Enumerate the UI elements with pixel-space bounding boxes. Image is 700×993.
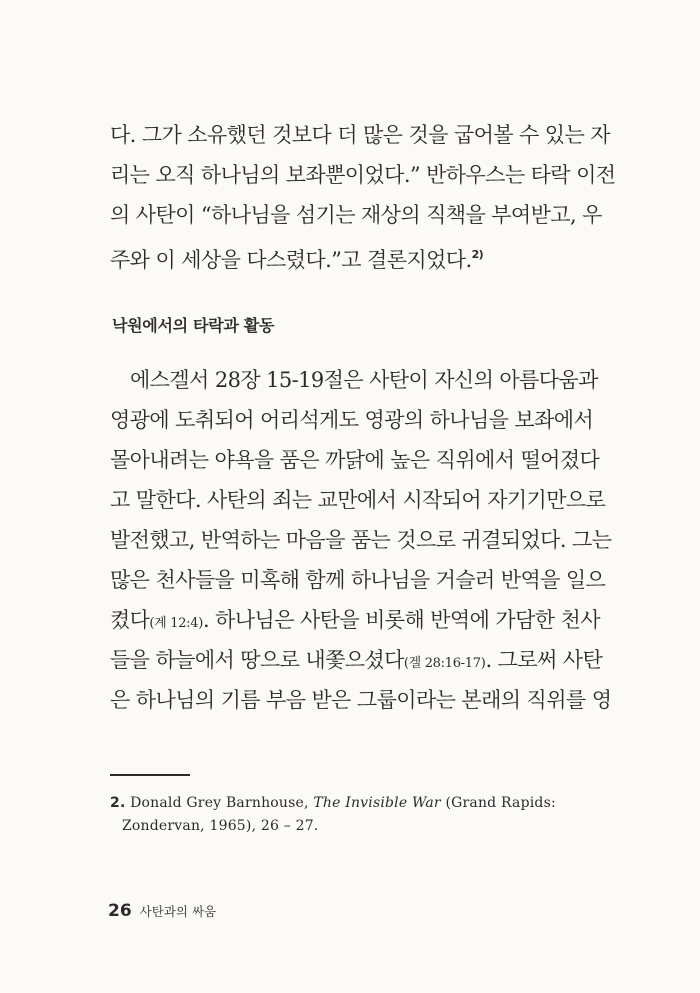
- body-line: 다. 그가 소유했던 것보다 더 많은 것을 굽어볼 수 있는 자: [110, 123, 610, 147]
- body-line-text: 주와 이 세상을 다스렸다.”고 결론지었다.: [110, 248, 472, 272]
- footnote-text: Donald Grey Barnhouse,: [125, 795, 314, 811]
- scripture-citation: (계 12:4): [149, 616, 204, 631]
- body-line: 영광에 도취되어 어리석게도 영광의 하나님을 보좌에서: [110, 408, 594, 432]
- running-title: 사탄과의 싸움: [139, 904, 217, 919]
- footnote-number: 2.: [110, 795, 126, 811]
- footnote-divider: [110, 774, 190, 776]
- scripture-citation: (겔 28:16-17): [403, 656, 486, 671]
- footnote: [110, 792, 590, 838]
- body-line-text: 들을 하늘에서 땅으로 내쫓으셨다: [110, 648, 404, 672]
- section-heading: 낙원에서의 타락과 활동: [112, 316, 275, 335]
- body-line: [110, 606, 600, 638]
- body-line: 리는 오직 하나님의 보좌뿐이었다.” 반하우스는 타락 이전: [110, 163, 616, 187]
- footnote-text: (Grand Rapids:: [440, 795, 556, 811]
- footnote-reference: 2): [471, 248, 484, 261]
- body-line: 많은 천사들을 미혹해 함께 하나님을 거슬러 반역을 일으: [110, 568, 606, 592]
- page-footer: [108, 900, 216, 923]
- footnote-book-title: The Invisible War: [313, 795, 441, 811]
- footnote-text: Zondervan, 1965), 26 – 27.: [122, 818, 319, 834]
- body-line: 에스겔서 28장 15-19절은 사탄이 자신의 아름다움과: [130, 368, 598, 392]
- body-line: [110, 646, 603, 678]
- body-line: 고 말한다. 사탄의 죄는 교만에서 시작되어 자기기만으로: [110, 488, 606, 512]
- body-line-text: . 하나님은 사탄을 비롯해 반역에 가담한 천사: [203, 608, 600, 632]
- body-line-text: . 그로써 사탄: [485, 648, 603, 672]
- page-number: 26: [108, 901, 132, 921]
- body-line: 몰아내려는 야욕을 품은 까닭에 높은 직위에서 떨어졌다: [110, 448, 600, 472]
- body-line-text: 켰다: [110, 608, 150, 632]
- body-line: 은 하나님의 기름 부음 받은 그룹이라는 본래의 직위를 영: [110, 688, 612, 712]
- body-line: 의 사탄이 “하나님을 섬기는 재상의 직책을 부여받고, 우: [110, 203, 602, 227]
- body-line: [110, 241, 580, 274]
- body-line: 발전했고, 반역하는 마음을 품는 것으로 귀결되었다. 그는: [110, 528, 612, 552]
